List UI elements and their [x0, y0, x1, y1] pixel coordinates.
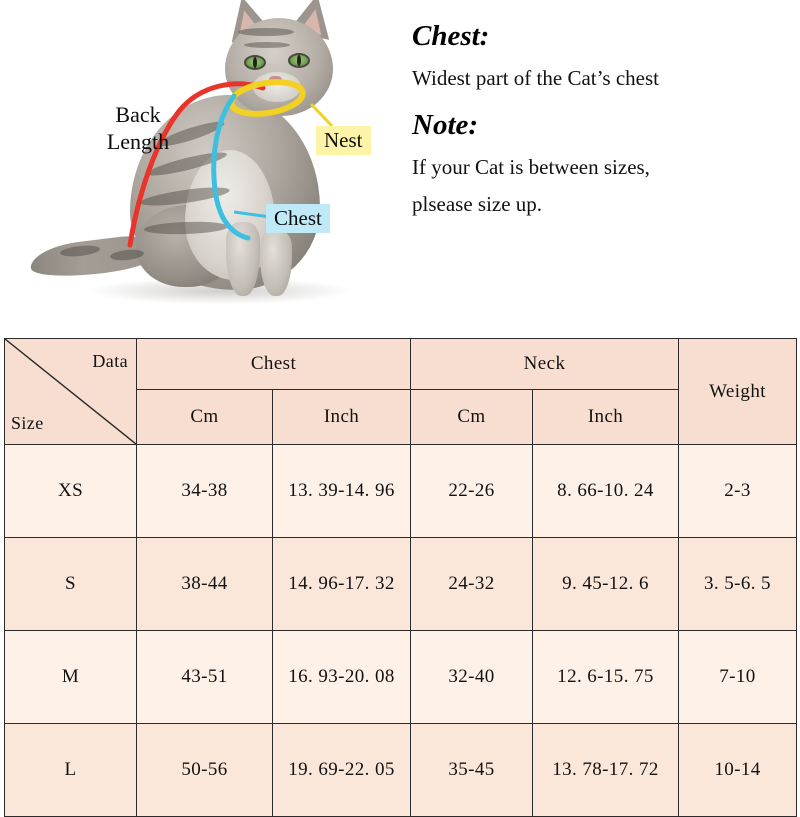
cell-size: S — [5, 538, 137, 631]
cell-neck-inch: 12. 6-15. 75 — [533, 631, 679, 724]
size-table — [4, 338, 797, 817]
header-chest-inch: Inch — [273, 390, 411, 445]
table-header-group-row — [5, 339, 797, 390]
cell-weight-kg: 10-14 — [679, 724, 797, 817]
notes-column — [412, 20, 792, 235]
back-length-label — [78, 102, 198, 156]
nest-leader-line — [311, 104, 332, 126]
cell-size: XS — [5, 445, 137, 538]
cell-neck-cm: 32-40 — [411, 631, 533, 724]
cell-chest-inch: 14. 96-17. 32 — [273, 538, 411, 631]
header-group-weight: Weight — [679, 339, 797, 445]
cell-chest-cm: 43-51 — [137, 631, 273, 724]
corner-label-size: Size — [11, 413, 44, 433]
size-table-wrapper — [4, 338, 796, 817]
note-heading: Note: — [412, 109, 479, 142]
back-label-line2: Length — [106, 128, 170, 154]
cell-chest-inch: 16. 93-20. 08 — [273, 631, 411, 724]
chest-description: Widest part of the Cat’s chest — [412, 66, 660, 90]
chest-heading: Chest: — [412, 20, 490, 52]
top-section — [0, 0, 800, 334]
corner-label-data: Data — [92, 351, 128, 371]
header-chest-cm: Cm — [137, 390, 273, 445]
table-row — [5, 445, 797, 538]
cell-weight-kg: 3. 5-6. 5 — [679, 538, 797, 631]
header-group-chest: Chest — [137, 339, 411, 390]
header-group-neck: Neck — [411, 339, 679, 390]
cell-chest-inch: 19. 69-22. 05 — [273, 724, 411, 817]
cell-neck-inch: 8. 66-10. 24 — [533, 445, 679, 538]
cell-chest-inch: 13. 39-14. 96 — [273, 445, 411, 538]
table-row — [5, 631, 797, 724]
cell-weight-kg: 7-10 — [679, 631, 797, 724]
note-line-1: If your Cat is between sizes, — [412, 155, 650, 180]
measurement-arcs — [20, 0, 420, 330]
cell-size: L — [5, 724, 137, 817]
cell-chest-cm: 50-56 — [137, 724, 273, 817]
cell-weight-kg: 2-3 — [679, 445, 797, 538]
table-row — [5, 538, 797, 631]
note-line-2: plsease size up. — [412, 191, 543, 216]
header-neck-cm: Cm — [411, 390, 533, 445]
cell-neck-cm: 24-32 — [411, 538, 533, 631]
nest-label: Nest — [316, 126, 371, 155]
chest-arc — [214, 96, 248, 238]
chest-label: Chest — [266, 204, 330, 233]
table-corner-cell — [5, 339, 137, 445]
cell-size: M — [5, 631, 137, 724]
cat-illustration — [20, 0, 400, 320]
table-row — [5, 724, 797, 817]
back-label-line1: Back — [115, 102, 161, 127]
cell-chest-cm: 38-44 — [137, 538, 273, 631]
cell-neck-cm: 22-26 — [411, 445, 533, 538]
cell-chest-cm: 34-38 — [137, 445, 273, 538]
cell-neck-inch: 9. 45-12. 6 — [533, 538, 679, 631]
cell-neck-inch: 13. 78-17. 72 — [533, 724, 679, 817]
header-neck-inch: Inch — [533, 390, 679, 445]
cell-neck-cm: 35-45 — [411, 724, 533, 817]
